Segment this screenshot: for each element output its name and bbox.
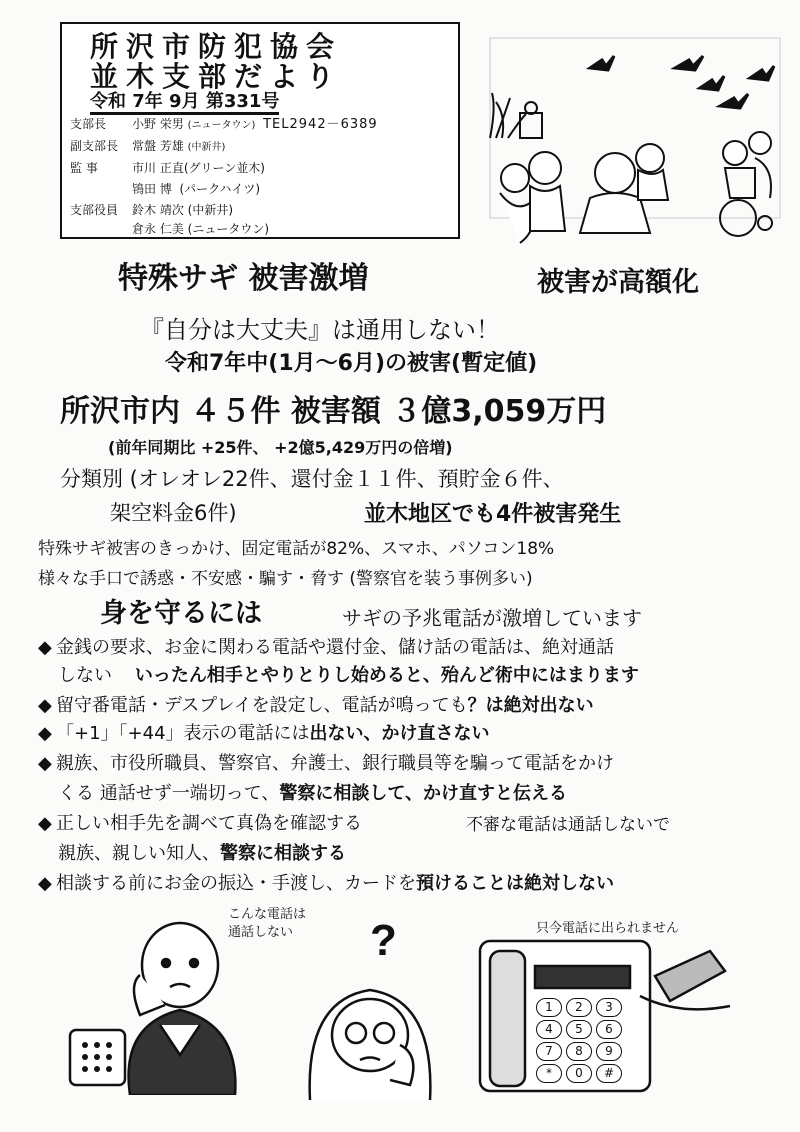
officer-row: 監 事 市川 正直(グリーン並木) [70,161,265,175]
keypad-key: # [596,1064,622,1083]
keypad-key: 8 [566,1042,592,1061]
diamond-bullet-icon: ◆ [38,873,52,894]
keypad-key: 3 [596,998,622,1017]
keypad-key: 6 [596,1020,622,1039]
diamond-bullet-icon: ◆ [38,723,52,744]
namiki-area-cases: 並木地区でも4件被害発生 [364,502,622,527]
breakdown-line2: 架空料金6件) [110,501,237,525]
fraud-methods: 様々な手口で誘惑・不安感・騙す・脅す (警察官を装う事例多い) [38,569,533,589]
caption-answering-machine: 只今電話に出られません [536,921,680,936]
keypad-key: 9 [596,1042,622,1061]
keypad-key: 0 [566,1064,592,1083]
diamond-bullet-icon: ◆ [38,813,52,834]
diamond-bullet-icon: ◆ [38,637,52,658]
officer-row: 倉永 仁美 (ニュータウン) [132,222,270,236]
masthead-title-line2: 並木支部だより [90,60,343,93]
damage-stats: 所沢市内 ４５件 被害額 ３億3,059万円 [60,394,607,429]
svg-text:?: ? [370,916,397,965]
trigger-stats: 特殊サギ被害のきっかけ、固定電話が82%、スマホ、パソコン18% [38,539,555,559]
officer-row: 支部役員 鈴木 靖次 (中新井) [70,203,234,217]
keypad-key: 4 [536,1020,562,1039]
bullet-money-request: ◆ 金銭の要求、お金に関わる電話や還付金、儲け話の電話は、絶対通話 [38,637,614,658]
bullet-impersonation: ◆ 親族、市役所職員、警察官、弁護士、銀行職員等を騙って電話をかけ [38,753,614,774]
protect-subtitle: サギの予兆電話が激増しています [342,606,642,630]
diamond-bullet-icon: ◆ [38,753,52,774]
keypad-key: * [536,1064,562,1083]
slogan: 『自分は大丈夫』は通用しない！ [140,316,500,344]
bullet-money-request-cont: しない いったん相手とやりとりし始めると、殆んど術中にはまります [58,665,639,686]
breakdown-line1: 分類別 (オレオレ22件、還付金１１件、預貯金６件、 [60,467,564,491]
diamond-bullet-icon: ◆ [38,695,52,716]
family-illustration [470,28,790,248]
keypad-key: 5 [566,1020,592,1039]
officer-row: 支部長 小野 栄男 (ニュータウン) TEL2942－6389 [70,117,378,132]
keypad-key: 7 [536,1042,562,1061]
keypad-key: 1 [536,998,562,1017]
officer-row: 副支部長 常盤 芳雄 (中新井) [70,139,226,153]
bullet-impersonation-cont: くる 通話せず一端切って、警察に相談して、かけ直すと伝える [58,783,568,804]
caption-dont-answer: こんな電話は 通話しない [228,907,307,940]
phone-keypad [536,998,626,1083]
headline-side: 被害が高額化 [537,267,699,298]
year-over-year-comparison: (前年同期比 +25件、 +2億5,429万円の倍増) [108,438,453,457]
masthead-title-line1: 所沢市防犯協会 [90,30,343,63]
woman-on-phone-illustration [290,915,450,1100]
headline-main: 特殊サギ 被害激増 [118,261,369,296]
bullet-verify-caller-cont: 親族、親しい知人、警察に相談する [58,843,346,864]
faint-background [470,36,484,56]
bullet-verify-caller: ◆ 正しい相手先を調べて真偽を確認する [38,813,362,834]
damage-period: 令和7年中(1月～6月)の被害(暫定値) [165,351,538,376]
protect-title: 身を守るには [100,598,262,629]
bullet-international-numbers: ◆ 「+1」「+44」表示の電話には出ない、かけ直さない [38,723,490,744]
issue-number: 令和 7年 9月 第331号 [90,92,279,112]
keypad-key: 2 [566,998,592,1017]
newsletter-masthead [60,22,460,239]
bullet-no-transfer: ◆ 相談する前にお金の振込・手渡し、カードを預けることは絶対しない [38,873,614,894]
old-man-on-phone-illustration [60,905,270,1095]
bullet-answering-machine: ◆ 留守番電話・デスプレイを設定し、電話が鳴っても？は絶対出ない [38,695,594,716]
officer-row: 鴇田 博 (パークハイツ) [132,182,261,196]
suspicious-call-note: 不審な電話は通話しないで [466,815,670,835]
